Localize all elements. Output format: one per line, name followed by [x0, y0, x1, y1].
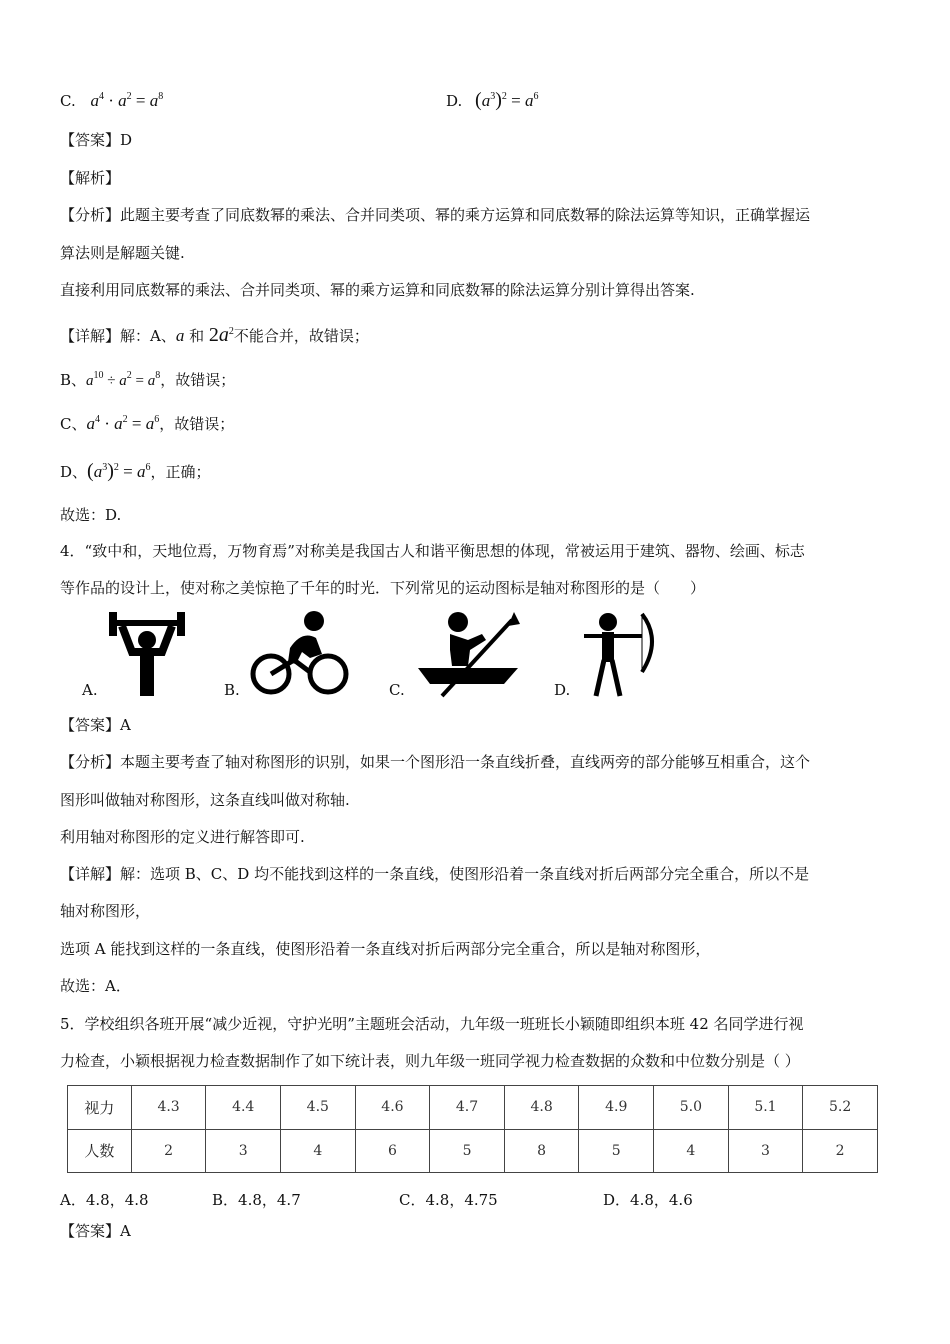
- q5-option-b: B．4.8，4.7: [212, 1191, 301, 1209]
- q3-analysis-title: 【解析】: [60, 169, 121, 187]
- q3-fenxi-1: 【分析】此题主要考查了同底数幂的乘法、合并同类项、幂的乘方运算和同底数幂的除法运算等知识，正确掌握运: [60, 206, 811, 224]
- table-row: [68, 1086, 878, 1130]
- table-cell: 2: [131, 1129, 206, 1173]
- q3-choose: 故选：D.: [60, 506, 122, 524]
- q5-option-a: A．4.8，4.8: [60, 1191, 149, 1209]
- rowing-icon: [416, 610, 520, 698]
- table-cell: 5: [579, 1129, 654, 1173]
- q5-stem-1: 5．学校组织各班开展“减少近视，守护光明”主题班会活动，九年级一班班长小颖随即组织本班 42 名同学进行视: [60, 1015, 804, 1033]
- detail-suffix: 不能合并，故错误；: [233, 327, 369, 345]
- table-cell: 5.1: [728, 1086, 803, 1130]
- archery-icon: [582, 610, 660, 698]
- q4-detail-2: 轴对称图形，: [60, 902, 151, 920]
- table-cell: 4.5: [281, 1086, 356, 1130]
- weightlifting-icon: [108, 610, 186, 698]
- table-cell: 8: [504, 1129, 579, 1173]
- math-expr: $a^4 \cdot a^2 = a^8$: [90, 91, 164, 110]
- q4-fenxi-3: 利用轴对称图形的定义进行解答即可.: [60, 828, 305, 846]
- q4-option-a-label: A.: [82, 681, 98, 699]
- table-cell: 5.0: [654, 1086, 729, 1130]
- cycling-icon: [250, 608, 350, 698]
- table-cell: 2: [803, 1129, 878, 1173]
- table-cell: 5.2: [803, 1086, 878, 1130]
- q5-answer: 【答案】A: [60, 1222, 131, 1240]
- q4-option-d-label: D.: [554, 681, 571, 699]
- q4-option-c-label: C.: [389, 681, 405, 699]
- math-expr: a: [175, 326, 185, 345]
- option-label: D.: [446, 92, 463, 110]
- math-expr: $a^4 \cdot a^2 = a^6$: [86, 414, 160, 433]
- math-expr: $(a^3)^2 = a^6$: [475, 89, 539, 111]
- q3-fenxi-3: 直接利用同底数幂的乘法、合并同类项、幂的乘方运算和同底数幂的除法运算分别计算得出答案.: [60, 281, 695, 299]
- vision-table: [67, 1085, 878, 1173]
- detail-suffix: ，故错误；: [159, 415, 235, 433]
- q4-fenxi-2: 图形叫做轴对称图形，这条直线叫做对称轴.: [60, 791, 350, 809]
- table-cell: 3: [728, 1129, 803, 1173]
- q5-option-c: C．4.8，4.75: [399, 1191, 498, 1209]
- detail-prefix: C、: [60, 415, 87, 433]
- q5-option-d: D．4.8，4.6: [603, 1191, 693, 1209]
- q4-choose: 故选：A．: [60, 977, 131, 995]
- q4-detail-3: 选项 A 能找到这样的一条直线，使图形沿着一条直线对折后两部分完全重合，所以是轴对称图形，: [60, 940, 711, 958]
- table-cell: 4.6: [355, 1086, 430, 1130]
- table-header: 视力: [68, 1086, 132, 1130]
- q4-option-b-label: B.: [224, 681, 240, 699]
- q4-stem-1: 4．“致中和，天地位焉，万物育焉”对称美是我国古人和谐平衡思想的体现，常被运用于建筑、器物、绘画、标志: [60, 542, 805, 560]
- q3-detail-d: [60, 458, 210, 482]
- table-header: 人数: [68, 1129, 132, 1173]
- q5-stem-2: 力检查，小颖根据视力检查数据制作了如下统计表，则九年级一班同学视力检查数据的众数和中位数分别是（ ）: [60, 1052, 800, 1070]
- detail-suffix: ，故错误；: [160, 371, 236, 389]
- table-cell: 4.8: [504, 1086, 579, 1130]
- table-cell: 5: [430, 1129, 505, 1173]
- detail-conjunction: 和: [189, 327, 205, 345]
- table-cell: 4: [281, 1129, 356, 1173]
- q3-detail-b: [60, 366, 235, 391]
- q4-stem-2: 等作品的设计上，使对称之美惊艳了千年的时光．下列常见的运动图标是轴对称图形的是（ ）: [60, 579, 706, 597]
- detail-prefix: B、: [60, 371, 87, 389]
- option-label: C.: [60, 92, 76, 110]
- table-cell: 3: [206, 1129, 281, 1173]
- table-cell: 6: [355, 1129, 430, 1173]
- q3-detail-a: [60, 322, 369, 346]
- table-cell: 4.3: [131, 1086, 206, 1130]
- math-expr: $(a^3)^2 = a^6$: [87, 460, 151, 482]
- detail-suffix: ，正确；: [150, 463, 211, 481]
- q4-fenxi-1: 【分析】本题主要考查了轴对称图形的识别，如果一个图形沿一条直线折叠，直线两旁的部分能够互相重合，这个: [60, 753, 811, 771]
- q3-option-c: [60, 87, 163, 111]
- detail-prefix: D、: [60, 463, 88, 481]
- table-cell: 4.7: [430, 1086, 505, 1130]
- q3-detail-c: [60, 410, 234, 434]
- q4-answer: 【答案】A: [60, 716, 131, 734]
- table-cell: 4.9: [579, 1086, 654, 1130]
- q3-fenxi-2: 算法则是解题关键.: [60, 244, 185, 262]
- q3-answer: 【答案】D: [60, 131, 133, 149]
- math-expr: $a^{10} \div a^2 = a^8$: [86, 370, 161, 389]
- q3-option-d: [446, 87, 538, 111]
- table-row: [68, 1129, 878, 1173]
- table-cell: 4: [654, 1129, 729, 1173]
- table-cell: 4.4: [206, 1086, 281, 1130]
- q4-detail-1: 【详解】解：选项 B、C、D 均不能找到这样的一条直线，使图形沿着一条直线对折后两部分完全重合，所以不是: [60, 865, 810, 883]
- detail-prefix: 【详解】解：A、: [60, 327, 176, 345]
- math-expr: $2a^2$: [208, 324, 234, 346]
